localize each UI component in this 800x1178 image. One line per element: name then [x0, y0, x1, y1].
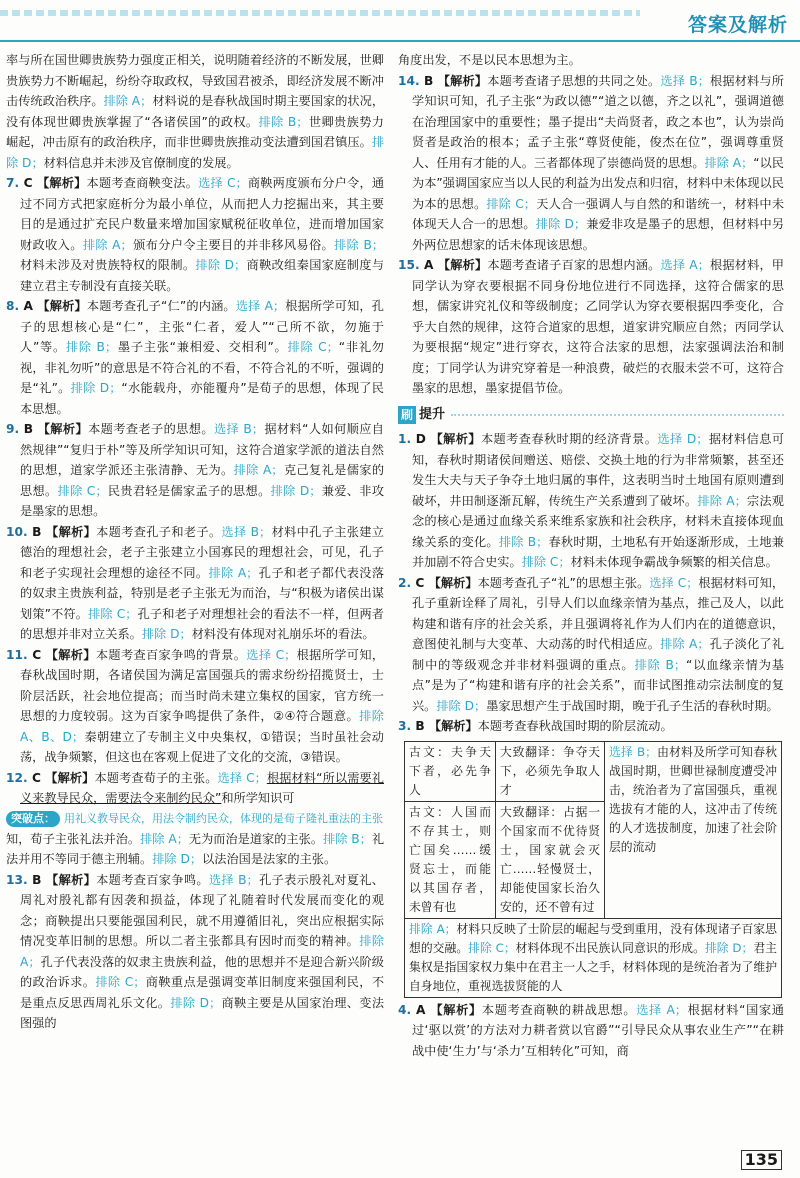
header-rule	[0, 40, 800, 42]
option-marker: 排除 A；	[140, 831, 189, 846]
table-cell	[605, 741, 782, 918]
answer-letter: B	[32, 524, 47, 539]
option-marker: 排除 D；	[535, 217, 587, 231]
answer-13	[6, 870, 384, 1034]
text-run: “以血缘亲情为基点”是为了“构建和谐有序的社会关系”，而非试图推动宗法制度的复兴。	[412, 657, 784, 713]
text-run: 春秋时期，土地私有开始逐渐形成，土地兼并加剧不符合史实。	[412, 534, 784, 569]
text-run: 根据材料可知，孔子重新诠释了周礼，引导人们以血缘亲情为基点，推己及人，以此构建和谐有序的社会关系，并且强调将礼作为人们内在的道德意识，意图使礼制与大变革、大动荡的时代相适应。	[412, 575, 785, 651]
text-run: 材料没有体现对礼崩乐坏的看法。	[191, 627, 375, 641]
text-run: 颁布分户令主要目的并非移风易俗。	[132, 237, 335, 252]
answer-letter: D	[415, 432, 431, 446]
table-cell: 古文：夫争天下者，必先争人	[405, 741, 496, 801]
option-marker: 选择 D；	[657, 432, 709, 446]
option-marker: 选择 A；	[235, 299, 286, 313]
option-marker: 选择 A；	[660, 258, 710, 272]
option-marker: 排除 A；	[103, 94, 153, 108]
text-run: 材料体现不出民族认同意识的形成。	[515, 940, 705, 955]
table-cell: 大致翻译：争夺天下，必须先争取人才	[496, 741, 605, 801]
text-run: 本题考查孔子“礼”的思想主张。	[477, 575, 650, 590]
text-run: 材料只反映了士阶层的崛起与受到重用，没有体现诸子百家思想的交融。	[409, 921, 777, 955]
answer-letter: C	[31, 770, 46, 785]
text-run: 由材料及所学可知春秋战国时期，世卿世禄制度遭受冲击，统治者为了富国强兵，重视选拔有才能的人，这冲击了传统的人才选拔制度，加速了社会阶层的流动	[609, 744, 777, 854]
answer-11	[6, 645, 384, 768]
text-run: 克己复礼是儒家的思想。	[20, 463, 385, 498]
option-marker: 选择 A；	[636, 1002, 687, 1017]
analysis-tag: 【解析】	[428, 575, 478, 590]
option-marker: 选择 B；	[213, 422, 264, 436]
text-run: 本题考查孔子“仁”的内涵。	[86, 299, 236, 313]
text-run: 君主集权是指国家权力集中在君主一人之手，材料体现的是统治者为了维护自身地位，重视选拔贤能的人	[409, 940, 777, 993]
text-run: 孔子和老子对理想社会的看法不一样，但两者的思想并非对立关系。	[20, 606, 384, 641]
improve-answer-1	[398, 429, 784, 573]
text-run: 材料信息并未涉及官僚制度的发展。	[43, 155, 239, 170]
text-run: 根据所学可知，孔子的思想核心是“仁”，主张“仁者，爱人”“己所不欲，勿施于人”等。	[20, 299, 384, 354]
option-marker: 排除 A；	[409, 921, 457, 936]
option-marker: 排除 D；	[6, 135, 384, 170]
option-marker: 排除 A；	[82, 237, 133, 252]
text-run: 率与所在国世卿贵族势力强度正相关，说明随着经济的不断发展，世卿贵族势力不断崛起，纷纷夺取政权，导致国君被杀，即经济发展不断冲击传统政治秩序。	[6, 53, 384, 108]
answer-letter: C	[415, 575, 429, 590]
option-marker: 排除 C；	[486, 196, 536, 211]
improve-answer-4	[398, 1000, 784, 1062]
option-marker: 选择 C；	[246, 647, 297, 662]
text-run: 本题考查诸子百家的思想内涵。	[487, 258, 661, 272]
text-run: 知，荀子主张礼法并治。	[6, 831, 141, 846]
text-run: 本题考查商鞅变法。	[86, 176, 199, 190]
text-run: 材料中孔子主张建立德治的理想社会，老子主张建立小国寡民的理想社会，可见，孔子和老子实现社会理想的途径不同。	[20, 524, 384, 580]
text-run: 据材料“人如何顺应自然规律”“复归于朴”等及所学知识可知，这符合道家学派的道法自然的思想，道家学派还主张清静、无为。	[20, 422, 384, 477]
analysis-tag: 【解析】	[46, 872, 97, 887]
option-marker: 排除 B；	[258, 114, 309, 129]
breakthrough-text: 用礼义教导民众，用法令制约民众，体现的是荀子隆礼重法的主张	[64, 811, 383, 825]
option-marker: 排除 A；	[208, 565, 259, 580]
analysis-tag: 【解析】	[37, 299, 87, 313]
option-marker: 排除 B；	[65, 340, 118, 354]
answer-letter: C	[23, 176, 37, 190]
answer-letter: B	[23, 422, 38, 436]
question-number: 2.	[398, 575, 416, 590]
text-run: 孔子和老子都代表没落的奴隶主贵族利益，特别是老子主张无为而治，与“积极为诸侯出谋划策”不符。	[20, 565, 385, 621]
answer-letter: B	[415, 719, 429, 733]
question-number: 13.	[6, 872, 33, 887]
text-run: 世卿贵族势力崛起，冲击原有的政治秩序，而非世卿贵族推动变法遭到国君镇压。	[6, 114, 384, 149]
text-run: 本题考查诸子思想的共同之处。	[487, 73, 661, 88]
text-run: 根据材料，甲同学认为穿衣要根据不同身份地位进行不同选择，这符合儒家的思想，儒家讲究礼仪和等级制度；乙同学认为穿衣要根据四季变化，合乎大自然的规律，这符合道家的思想，道家讲究顺应自然；丙同学认为要根据“规定”进行穿衣，这符合法家的思想，法家强调法治和制度；丁同学认为讲究穿着是一种浪费，破烂的衣服未尝不可，这符合墨家的思想，墨家提倡节俭。	[412, 258, 784, 395]
paragraph-continued	[6, 50, 384, 173]
option-marker: 排除 C；	[287, 340, 339, 354]
text-run: 礼法并用不等同于德主刑辅。	[6, 831, 385, 866]
analysis-tag: 【解析】	[437, 73, 488, 88]
answer-9	[6, 419, 384, 522]
text-run: 材料未体现争霸战争频繁的相关信息。	[570, 555, 778, 569]
answer-12	[6, 768, 384, 809]
text-run: 孔子代表没落的奴隶主贵族利益，他的思想并不是迎合新兴阶级的政治诉求。	[20, 954, 384, 989]
table-cell	[405, 918, 782, 997]
question-number: 14.	[398, 73, 425, 88]
option-marker: 排除 C；	[57, 483, 108, 498]
answer-10	[6, 522, 384, 645]
question-number: 8.	[6, 299, 24, 313]
analysis-table	[404, 741, 782, 998]
text-run: 孔子表示殷礼对夏礼、周礼对殷礼都有因袭和损益，体现了礼随着时代发展而变化的观念；商鞅提出只要能强国利民，就不用遵循旧礼，突出应根据实际情况变革旧制的思想。所以二者主张都具有因时而变的精神。	[20, 872, 384, 948]
answer-letter: C	[32, 647, 46, 662]
question-number: 4.	[398, 1002, 417, 1017]
option-marker: 排除 B；	[323, 831, 372, 846]
option-marker: 排除 B；	[498, 534, 549, 549]
text-run: 商鞅重点是强调变革旧制度来强国利民，不是重点反思西周礼乐文化。	[20, 975, 385, 1010]
text-run: 宗法观念的核心是通过血缘关系来维系家族和社会秩序，材料未直接体现血缘关系的变化。	[412, 493, 784, 549]
text-run: 本题考查荀子的主张。	[94, 770, 218, 785]
answer-8	[6, 296, 384, 419]
answer-15	[398, 255, 784, 399]
option-marker: 排除 D；	[195, 258, 247, 272]
analysis-tag: 【解析】	[45, 647, 96, 662]
text-run: 天人合一强调人与自然的和谐统一，材料中未体现天人合一的思想。	[412, 196, 785, 231]
option-marker: 选择 B；	[221, 524, 272, 539]
option-marker: 排除 A；	[697, 493, 747, 508]
text-run: “水能载舟，亦能覆舟”是荀子的思想，体现了民本思想。	[20, 381, 384, 416]
answer-12-continued	[6, 829, 384, 870]
option-marker: 排除 A；	[233, 463, 284, 477]
option-marker: 选择 B；	[609, 744, 657, 759]
text-run: 民贵君轻是儒家孟子的思想。	[107, 483, 271, 498]
text-run: 本题考查百家争鸣的背景。	[95, 647, 247, 662]
right-column	[398, 50, 784, 1061]
text-run: 根据所学可知，春秋战国时期，各诸侯国为满足富国强兵的需求纷纷招揽贤士，士阶层活跃，社会地位提高；而当时尚未建立集权的国家，官方统一思想的力度较弱。这为百家争鸣提供了条件，②④符合题意。	[20, 647, 385, 723]
text-run: 材料未涉及对贵族特权的限制。	[20, 258, 196, 272]
text-run: 商鞅两度颁布分户令，通过不同方式把家庭析分为最小单位，从而把人力挖掘出来，其主要目的是通过扩充民户数量来增加国家赋税征收单位，进而增加国家财政收入。	[20, 176, 385, 252]
option-marker: 排除 D；	[270, 483, 322, 498]
option-marker: 排除 C；	[468, 940, 516, 955]
analysis-tag: 【解析】	[36, 176, 87, 190]
analysis-tag: 【解析】	[430, 432, 481, 446]
text-run: 角度出发，不是以民本思想为主。	[398, 53, 581, 67]
header-title: 答案及解析	[687, 14, 788, 36]
text-run: 材料说的是春秋战国时期主要国家的状况，没有体现世卿贵族掌握了“各诸侯国”的政权。	[6, 94, 385, 129]
analysis-tag: 【解析】	[45, 770, 95, 785]
option-marker: 排除 D；	[152, 852, 203, 866]
option-marker: 排除 A；	[660, 637, 710, 651]
question-number: 3.	[398, 719, 416, 733]
text-run: 墨子主张“兼相爱、交相利”。	[117, 340, 288, 354]
option-marker: 排除 C；	[95, 975, 146, 989]
header-decoration	[0, 10, 640, 16]
text-run: 根据材料与所学知识可知，孔子主张“为政以德”“道之以德，齐之以礼”，强调道德在治理国家中的重要性；墨子提出“夫尚贤者，政之本也”，认为崇尚贤者是政治的根本；孟子主张“尊贤使能，俊杰在位”，强调尊重贤人、任用有才能的人。三者都体现了崇德尚贤的思想。	[412, 73, 784, 170]
question-number: 12.	[6, 770, 32, 785]
section-divider	[451, 414, 784, 416]
answer-letter: A	[23, 299, 38, 313]
option-marker: 排除 D；	[436, 698, 487, 713]
option-marker: 排除 B；	[634, 657, 687, 672]
option-marker: 排除 A；	[704, 155, 754, 170]
question-number: 9.	[6, 422, 24, 436]
text-run: 商鞅改组秦国家庭制度与建立君主专制没有直接关联。	[20, 258, 385, 293]
table-cell: 古文：人国而不存其士，则亡国矣……缓贤忘士，而能以其国存者，未曾有也	[405, 801, 496, 918]
text-run: 据材料信息可知，春秋时期诸侯间赠送、赔偿、交换土地的行为非常频繁，甚至还发生大夫与天子争夺土地归属的事件，这表明当时土地国有原则遭到破坏，井田制逐渐瓦解，传统生产关系遭到了破坏。	[412, 432, 785, 508]
question-number: 11.	[6, 647, 33, 662]
option-marker: 选择 B；	[208, 872, 259, 887]
text-run: 商鞅主要是从国家治理、变法图强的	[20, 995, 385, 1030]
table-cell: 大致翻译：占据一个国家而不优待贤士，国家就会灭亡……轻慢贤士，却能使国家长治久安的，还不曾有过	[496, 801, 605, 918]
text-run: 根据材料“国家通过‘驱以赏’的方法对力耕者赏以官爵”“引导民众从事农业生产”“在耕战中使‘生力’与‘杀力’互相转化”可知，商	[412, 1002, 784, 1058]
page-number: 135	[741, 1150, 782, 1170]
text-run: 本题考查孔子和老子。	[96, 524, 222, 539]
text-run: 本题考查百家争鸣。	[96, 872, 209, 887]
text-run: 和所学知识可	[221, 791, 295, 805]
question-number: 15.	[398, 258, 425, 272]
option-marker: 排除 D；	[141, 627, 192, 641]
text-run: 本题考查商鞅的耕战思想。	[481, 1002, 637, 1017]
text-run: “非礼勿视，非礼勿听”的意思是不符合礼的不看，不符合礼的不听，强调的是“礼”。	[20, 340, 384, 395]
option-marker: 排除 A；	[20, 934, 385, 969]
text-run: 秦朝建立了专制主义中央集权，①错误；当时虽社会动荡，战争频繁，但这也在客观上促进了文化的交流，③错误。	[20, 729, 384, 764]
text-run: 墨家思想产生于战国时期，晚于孔子生活的春秋时期。	[486, 698, 779, 713]
improve-answer-2	[398, 573, 784, 717]
header-bar	[0, 0, 800, 36]
section-header-improve	[398, 405, 784, 426]
text-run: 无为而治是道家的主张。	[188, 831, 324, 846]
answer-letter: A	[424, 258, 438, 272]
text-run: 兼爱、非攻是墨家的思想。	[20, 483, 385, 518]
answer-letter: B	[424, 73, 438, 88]
answer-14	[398, 71, 784, 256]
option-marker: 排除 D；	[70, 381, 122, 395]
paragraph-continued-right	[398, 50, 784, 71]
text-run: 本题考查春秋时期的经济背景。	[480, 432, 658, 446]
question-number: 10.	[6, 524, 33, 539]
text-run: 本题考查老子的思想。	[88, 422, 214, 436]
text-run: “以民为本”强调国家应当以人民的利益为出发点和归宿，材料中未体现以民为本的思想。	[412, 155, 784, 211]
breakthrough-badge: 突破点：	[6, 811, 60, 827]
section-label: 提升	[419, 406, 446, 422]
option-marker: 选择 C；	[198, 176, 248, 190]
option-marker: 排除 C；	[521, 555, 571, 569]
text-run: 以法治国是法家的主张。	[202, 852, 337, 866]
answer-letter: B	[32, 872, 47, 887]
answer-7	[6, 173, 384, 296]
text-run: 兼爱非攻是墨子的思想，但材料中另外两位思想家的话未体现该思想。	[412, 217, 785, 252]
option-marker: 排除 D；	[170, 995, 222, 1010]
answer-letter: A	[416, 1002, 431, 1017]
analysis-tag: 【解析】	[46, 524, 97, 539]
option-marker: 选择 C；	[649, 575, 699, 590]
section-icon: 刷	[398, 406, 416, 424]
left-column	[6, 50, 384, 1034]
option-marker: 选择 C；	[217, 770, 267, 785]
analysis-tag: 【解析】	[437, 258, 488, 272]
text-run: 本题考查春秋战国时期的阶层流动。	[477, 719, 673, 733]
question-number: 7.	[6, 176, 24, 190]
text-run: 孔子淡化了礼制中的等级观念并非材料强调的重点。	[412, 637, 784, 672]
analysis-tag: 【解析】	[430, 1002, 482, 1017]
option-marker: 排除 C；	[88, 606, 138, 621]
breakthrough-note	[6, 811, 384, 827]
text-run: 根据材料“所以需要礼义来教导民众，需要法令来制约民众”	[20, 770, 384, 805]
improve-answer-3	[398, 716, 784, 737]
analysis-tag: 【解析】	[428, 719, 478, 733]
question-number: 1.	[398, 432, 416, 446]
option-marker: 排除 A、B、D；	[20, 709, 384, 744]
analysis-tag: 【解析】	[37, 422, 89, 436]
option-marker: 排除 D；	[704, 940, 754, 955]
option-marker: 排除 B；	[334, 237, 384, 252]
option-marker: 选择 B；	[660, 73, 710, 88]
